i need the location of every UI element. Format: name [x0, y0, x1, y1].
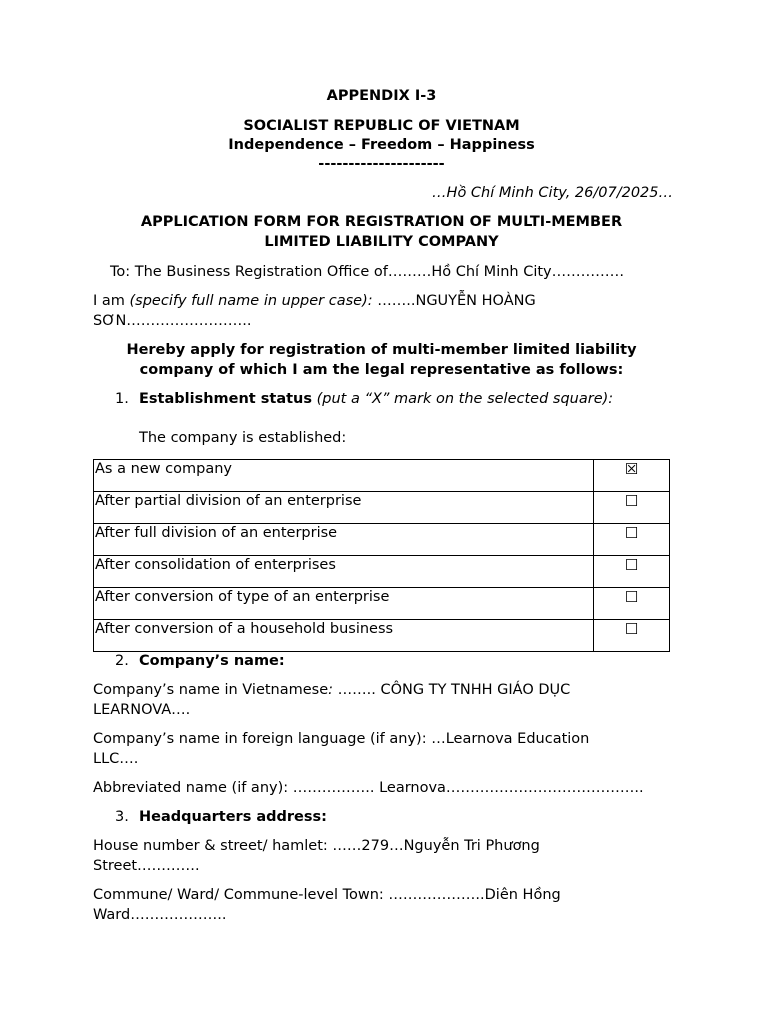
application-statement — [93, 340, 670, 380]
ward-line-2: Ward……………….. — [93, 907, 227, 923]
form-title-line-1: APPLICATION FORM FOR REGISTRATION OF MULTI-MEMBER — [140, 214, 623, 230]
option-checkbox[interactable]: ☐ — [594, 556, 670, 588]
option-checkbox-checked[interactable]: ☒ — [594, 460, 670, 492]
motto-line: Independence – Freedom – Happiness — [228, 137, 535, 153]
ward-line-1: Commune/ Ward/ Commune-level Town: ………………..Diên Hồng — [93, 887, 561, 903]
republic-heading: SOCIALIST REPUBLIC OF VIETNAM — [243, 118, 520, 134]
place-date: …Hồ Chí Minh City, 26/07/2025… — [432, 185, 673, 201]
ward-field — [93, 885, 670, 925]
recipient-line: To: The Business Registration Office of………Hồ Chí Minh City…………… — [110, 264, 625, 280]
option-label: As a new company — [94, 460, 594, 492]
statement-line-1: Hereby apply for registration of multi-member limited liability — [126, 342, 637, 358]
vietnamese-name-value: …….. CÔNG TY TNHH GIÁO DỤC — [333, 682, 571, 698]
applicant-name-field — [93, 291, 670, 331]
vietnamese-name-label: Company’s name in Vietnamese — [93, 682, 329, 698]
establishment-lead: The company is established: — [139, 430, 347, 446]
option-checkbox[interactable]: ☐ — [594, 588, 670, 620]
option-label: After full division of an enterprise — [94, 524, 594, 556]
section-title: Company’s name: — [139, 653, 285, 669]
table-row — [94, 492, 670, 524]
option-checkbox[interactable]: ☐ — [594, 524, 670, 556]
street-line-1: House number & street/ hamlet: ……279…Nguyễn Tri Phương — [93, 838, 540, 854]
section-number: 1. — [115, 391, 129, 407]
section-headquarters-address — [115, 807, 670, 827]
statement-line-2: company of which I am the legal representative as follows: — [139, 362, 624, 378]
establishment-options-table — [93, 459, 670, 652]
foreign-name-field — [93, 729, 670, 769]
abbreviated-name-field: Abbreviated name (if any): …………….. Learnova………………………………….. — [93, 780, 644, 796]
vietnamese-name-value-continued: LEARNOVA…. — [93, 702, 191, 718]
option-label: After consolidation of enterprises — [94, 556, 594, 588]
section-number: 3. — [115, 809, 129, 825]
option-label: After partial division of an enterprise — [94, 492, 594, 524]
option-label: After conversion of a household business — [94, 620, 594, 652]
vietnamese-name-colon: : — [328, 682, 334, 698]
appendix-heading: APPENDIX I-3 — [326, 88, 437, 104]
table-row — [94, 620, 670, 652]
section-company-name — [115, 651, 670, 671]
applicant-name-value-continued: SƠN…………………….. — [93, 313, 252, 329]
street-address-field — [93, 836, 670, 876]
section-instruction: (put a “X” mark on the selected square): — [312, 391, 614, 407]
foreign-name-line-1: Company’s name in foreign language (if any): …Learnova Education — [93, 731, 590, 747]
section-title: Headquarters address: — [139, 809, 327, 825]
table-row — [94, 588, 670, 620]
form-title — [93, 212, 670, 252]
table-row — [94, 524, 670, 556]
section-title: Establishment status — [139, 391, 313, 407]
option-label: After conversion of type of an enterprise — [94, 588, 594, 620]
option-checkbox[interactable]: ☐ — [594, 620, 670, 652]
header-divider: --------------------- — [318, 156, 445, 172]
applicant-name-value: ……..NGUYỄN HOÀNG — [372, 293, 536, 309]
option-checkbox[interactable]: ☐ — [594, 492, 670, 524]
applicant-prefix: I am — [93, 293, 130, 309]
table-row — [94, 460, 670, 492]
foreign-name-line-2: LLC…. — [93, 751, 139, 767]
form-title-line-2: LIMITED LIABILITY COMPANY — [264, 234, 499, 250]
street-line-2: Street…………. — [93, 858, 200, 874]
section-number: 2. — [115, 653, 129, 669]
section-establishment-status — [115, 389, 670, 409]
applicant-instruction: (specify full name in upper case): — [129, 293, 373, 309]
table-row — [94, 556, 670, 588]
vietnamese-name-field — [93, 680, 670, 720]
